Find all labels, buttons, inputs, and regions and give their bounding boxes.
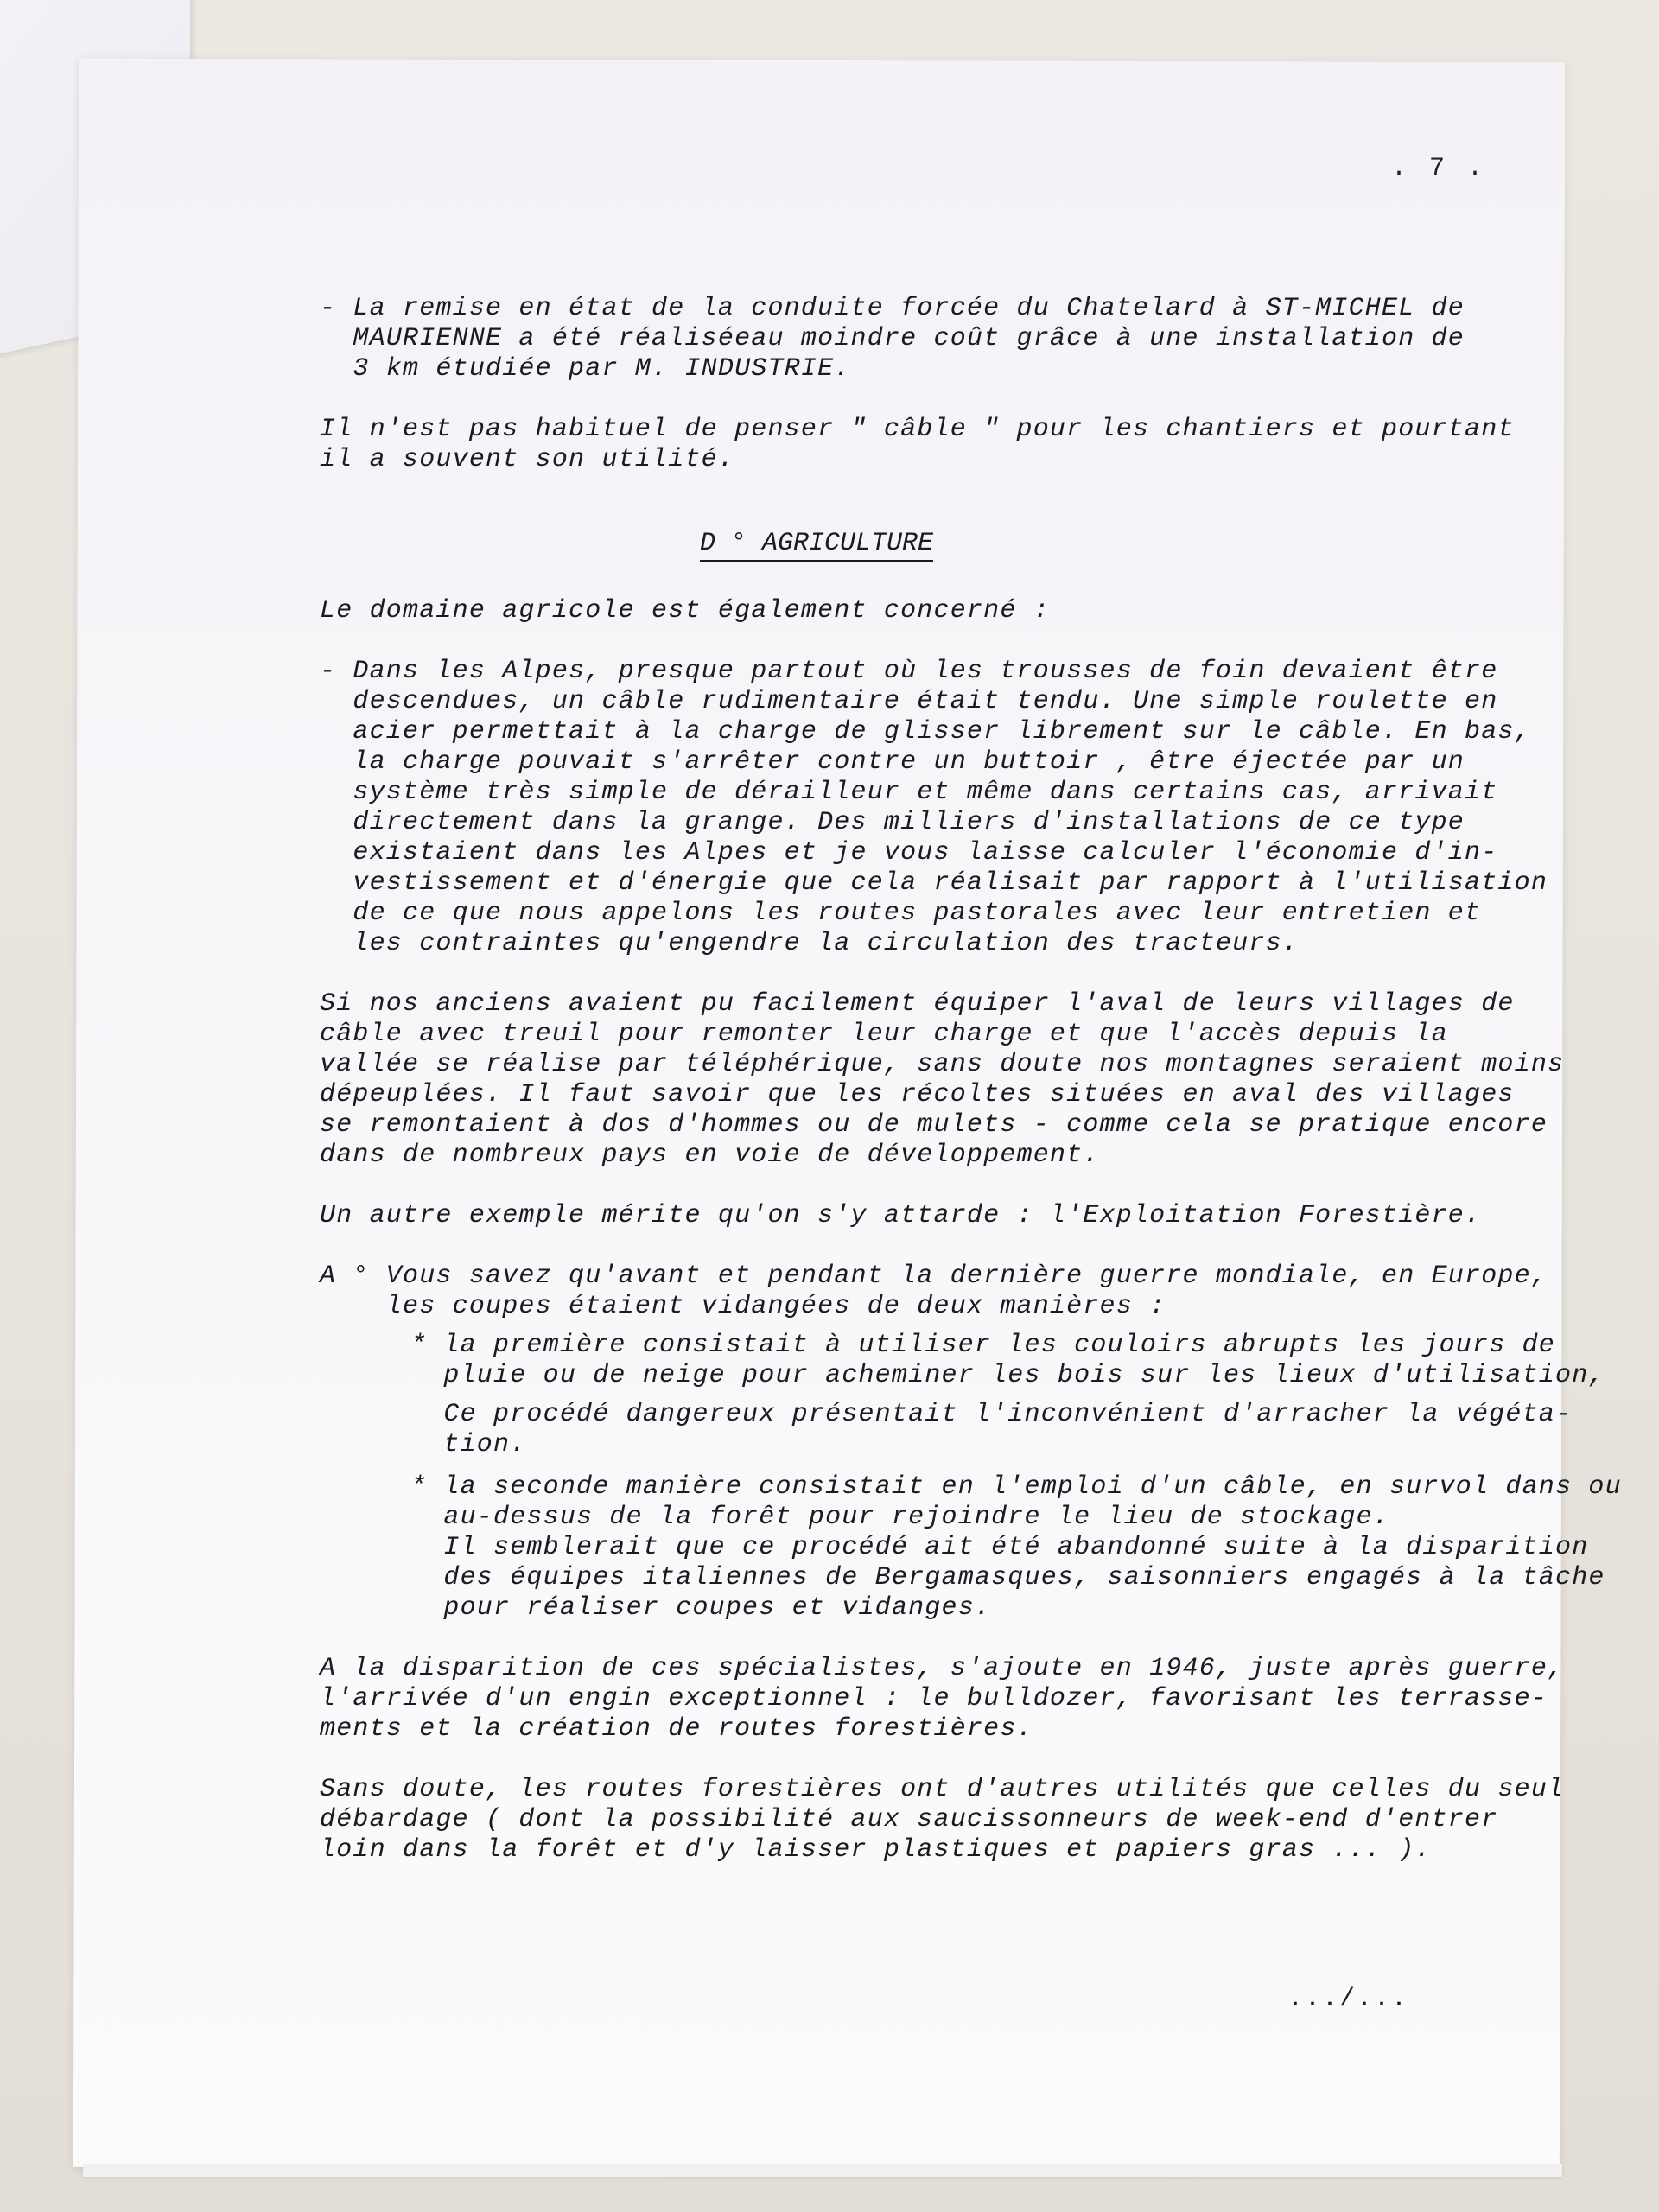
text-line: des équipes italiennes de Bergamasques, saisonniers engagés à la tâche [410,1563,1605,1592]
text-line: la charge pouvait s'arrêter contre un buttoir , être éjectée par un [320,747,1465,777]
text-line: débardage ( dont la possibilité aux saucissonneurs de week-end d'entrer [320,1805,1498,1834]
text-line: les coupes étaient vidangées de deux manières : [320,1292,1166,1321]
text-line: * la première consistait à utiliser les couloirs abrupts les jours de [410,1331,1556,1360]
first-method-item [320,1331,1605,1391]
text-line: - Dans les Alpes, presque partout où les trousses de foin devaient être [320,657,1498,686]
text-line: acier permettait à la charge de glisser librement sur le câble. En bas, [320,717,1531,747]
text-line: se remontaient à dos d'hommes ou de mulets - comme cela se pratique encore [320,1110,1548,1140]
text-line: - La remise en état de la conduite forcée du Chatelard à ST-MICHEL de [320,294,1465,323]
text-line: MAURIENNE a été réaliséeau moindre coût grâce à une installation de [320,324,1465,353]
text-line: au-dessus de la forêt pour rejoindre le lieu de stockage. [410,1503,1389,1532]
text-line: A la disparition de ces spécialistes, s'ajoute en 1946, juste après guerre, [320,1654,1565,1683]
text-line: système très simple de dérailleur et même dans certains cas, arrivait [320,778,1498,807]
text-line: Un autre exemple mérite qu'on s'y attarde : l'Exploitation Forestière. [320,1201,1482,1230]
text-line: de ce que nous appelons les routes pastorales avec leur entretien et [320,899,1482,928]
first-method-note [320,1400,1573,1460]
point-a-paragraph [320,1262,1548,1322]
text-line: câble avec treuil pour remonter leur charge et que l'accès depuis la [320,1020,1448,1049]
text-line: A ° Vous savez qu'avant et pendant la dernière guerre mondiale, en Europe, [320,1262,1548,1291]
page-number: . 7 . [1391,154,1487,183]
anciens-paragraph [320,989,1565,1171]
text-line: Si nos anciens avaient pu facilement équiper l'aval de leurs villages de [320,989,1515,1019]
text-line: pluie ou de neige pour acheminer les bois sur les lieux d'utilisation, [410,1361,1605,1390]
paper-sheet-edge [83,2164,1562,2177]
text-line: il a souvent son utilité. [320,445,735,474]
text-line: Ce procédé dangereux présentait l'inconvénient d'arracher la végéta- [410,1400,1573,1429]
text-line: dans de nombreux pays en voie de développement. [320,1141,1100,1170]
text-line: Sans doute, les routes forestières ont d'autres utilités que celles du seul [320,1775,1565,1804]
text-line: l'arrivée d'un engin exceptionnel : le bulldozer, favorisant les terrasse- [320,1684,1548,1713]
autre-exemple-paragraph [320,1201,1495,1231]
text-line: les contraintes qu'engendre la circulation des tracteurs. [320,929,1299,958]
second-method-item [320,1472,1622,1624]
text-line: ments et la création de routes forestières. [320,1714,1033,1744]
text-line: tion. [410,1430,527,1459]
document-body [320,147,1622,1896]
intro-paragraph [320,294,1495,385]
section-lead [320,596,1495,626]
text-line: vestissement et d'énergie que cela réalisait par rapport à l'utilisation [320,868,1548,898]
text-line: Le domaine agricole est également concerné : [320,596,1050,626]
text-line: Il n'est pas habituel de penser " câble " pour les chantiers et pourtant [320,415,1515,444]
text-line: * la seconde manière consistait en l'emploi d'un câble, en survol dans ou [410,1472,1622,1502]
text-line: descendues, un câble rudimentaire était tendu. Une simple roulette en [320,687,1498,716]
text-line: Il semblerait que ce procédé ait été abandonné suite à la disparition [410,1533,1589,1562]
text-line: loin dans la forêt et d'y laisser plastiques et papiers gras ... ). [320,1835,1432,1865]
alpes-paragraph [320,657,1548,959]
disparition-paragraph [320,1654,1565,1745]
text-line: pour réaliser coupes et vidanges. [410,1593,992,1623]
cable-paragraph [320,415,1515,475]
text-line: existaient dans les Alpes et je vous laisse calculer l'économie d'in- [320,838,1498,868]
heading-spacer [320,505,1495,596]
section-heading: D ° AGRICULTURE [700,529,933,562]
text-line: dépeuplées. Il faut savoir que les récoltes situées en aval des villages [320,1080,1515,1109]
continuation-marker: .../... [1287,1985,1409,2014]
text-line: vallée se réalise par téléphérique, sans doute nos montagnes seraient moins [320,1050,1565,1079]
sans-doute-paragraph [320,1775,1565,1866]
text-line: 3 km étudiée par M. INDUSTRIE. [320,354,851,384]
text-line: directement dans la grange. Des milliers d'installations de ce type [320,808,1465,837]
